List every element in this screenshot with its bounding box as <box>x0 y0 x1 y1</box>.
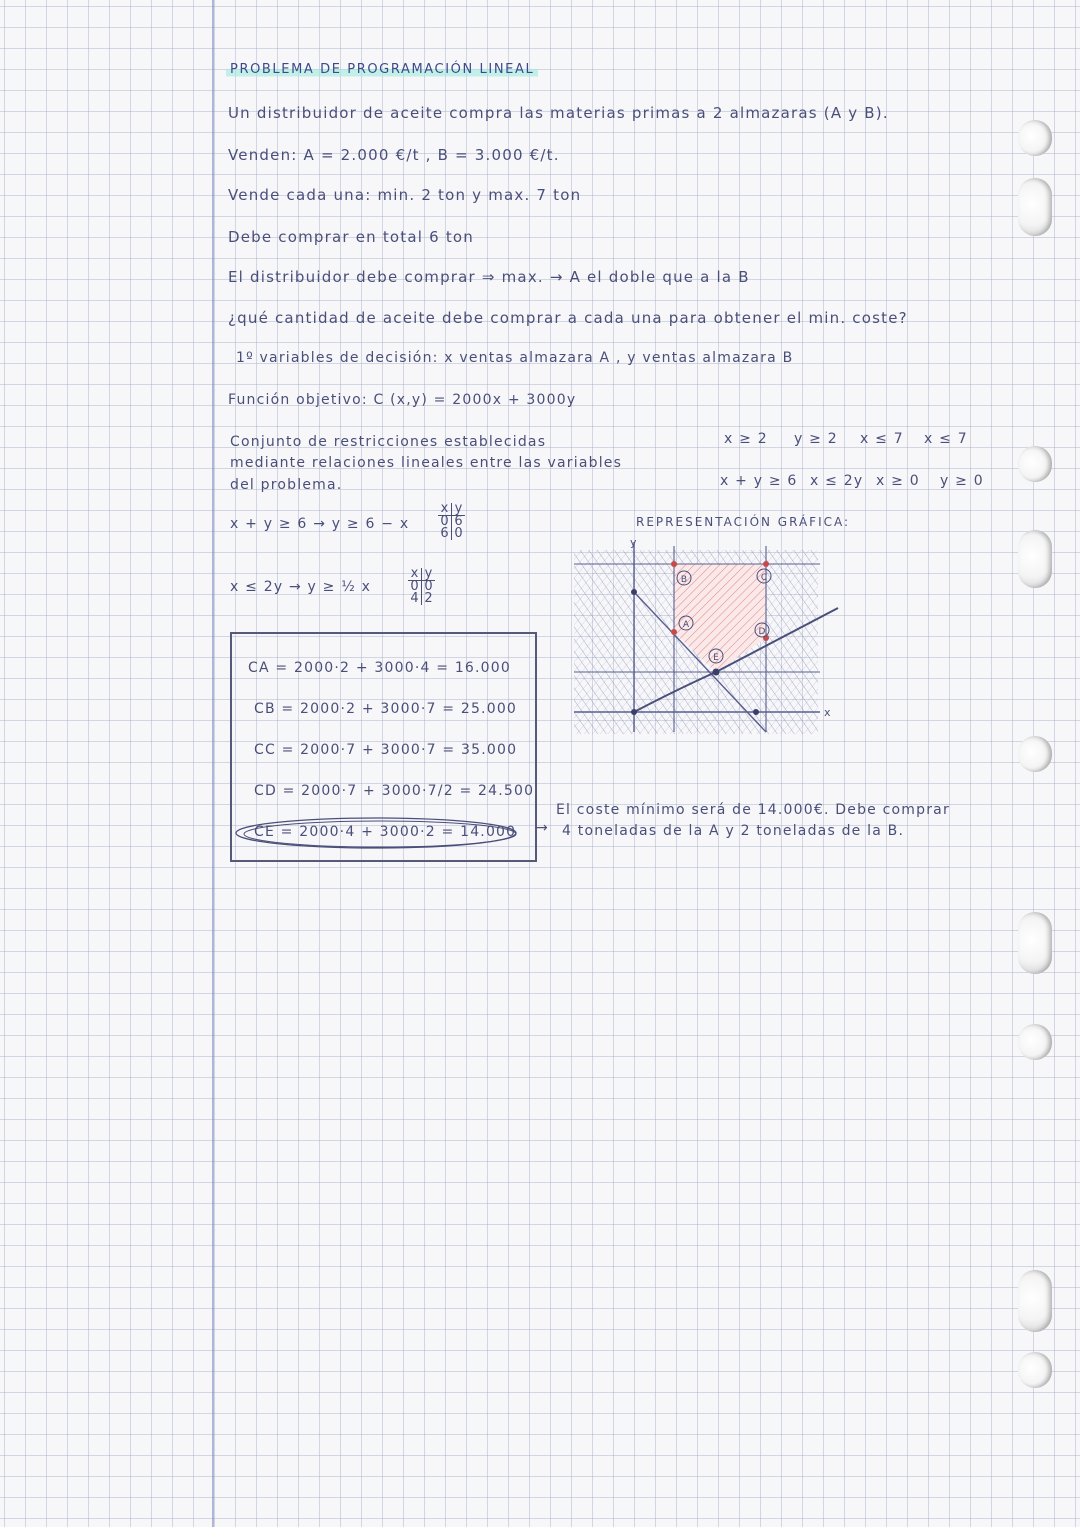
binder-ring-icon <box>1018 120 1052 156</box>
binder-ring-icon <box>1018 178 1052 236</box>
arrow-icon: → <box>536 820 549 836</box>
binder-ring-icon <box>1018 1352 1052 1388</box>
decision-variables: 1º variables de decisión: x ventas almazara A , y ventas almazara B <box>236 350 794 366</box>
conclusion-line: El coste mínimo será de 14.000€. Debe comprar <box>556 802 950 818</box>
equation-line: x + y ≥ 6 → y ≥ 6 − x <box>230 516 410 532</box>
inequality: x ≤ 7 <box>860 431 904 447</box>
value-table: x y 0 0 4 2 <box>408 568 435 605</box>
conclusion-line: 4 toneladas de la A y 2 toneladas de la B. <box>562 823 905 839</box>
constraints-text: del problema. <box>230 477 343 493</box>
statement-line: Un distribuidor de aceite compra las materias primas a 2 almazaras (A y B). <box>228 104 889 122</box>
point-label: B <box>680 575 688 585</box>
constraints-text: mediante relaciones lineales entre las variables <box>230 455 623 471</box>
objective-function: Función objetivo: C (x,y) = 2000x + 3000y <box>228 392 577 408</box>
statement-line: Vende cada una: min. 2 ton y max. 7 ton <box>228 186 582 204</box>
minimum-circle <box>230 812 530 856</box>
binder-ring-icon <box>1018 530 1052 588</box>
point-label: C <box>760 573 768 583</box>
cost-line: CC = 2000·7 + 3000·7 = 35.000 <box>254 742 518 758</box>
cost-line: CD = 2000·7 + 3000·7/2 = 24.500 <box>254 783 535 799</box>
statement-line: Debe comprar en total 6 ton <box>228 228 474 246</box>
feasible-region-graph <box>570 536 840 736</box>
statement-line: Venden: A = 2.000 €/t , B = 3.000 €/t. <box>228 146 560 164</box>
equation-line: x ≤ 2y → y ≥ ½ x <box>230 579 372 595</box>
inequality: y ≥ 2 <box>794 431 838 447</box>
binder-ring-icon <box>1018 912 1052 974</box>
question-line: ¿qué cantidad de aceite debe comprar a cada una para obtener el min. coste? <box>228 309 908 327</box>
cost-line-minimum: CE = 2000·4 + 3000·2 = 14.000 <box>254 824 517 840</box>
point-label: D <box>758 627 766 637</box>
constraints-text: Conjunto de restricciones establecidas <box>230 434 547 450</box>
point-label: A <box>682 620 690 630</box>
binder-ring-icon <box>1018 736 1052 772</box>
axis-label-y: y <box>630 536 637 549</box>
inequality: x ≥ 2 <box>724 431 768 447</box>
page-title: PROBLEMA DE PROGRAMACIÓN LINEAL <box>226 62 538 77</box>
binder-ring-icon <box>1018 1024 1052 1060</box>
inequality: x + y ≥ 6 <box>720 473 798 489</box>
inequality: x ≤ 2y <box>810 473 864 489</box>
inequality: x ≥ 0 <box>876 473 920 489</box>
cost-line: CA = 2000·2 + 3000·4 = 16.000 <box>248 660 512 676</box>
axis-label-x: x <box>824 706 831 719</box>
margin-line <box>212 0 214 1527</box>
binder-ring-icon <box>1018 446 1052 482</box>
graph-title: REPRESENTACIÓN GRÁFICA: <box>636 515 851 529</box>
value-table: x y 0 6 6 0 <box>438 503 465 540</box>
inequality: x ≤ 7 <box>924 431 968 447</box>
cost-line: CB = 2000·2 + 3000·7 = 25.000 <box>254 701 518 717</box>
point-label: E <box>713 653 719 663</box>
binder-ring-icon <box>1018 1270 1052 1332</box>
statement-line: El distribuidor debe comprar ⇒ max. → A el doble que a la B <box>228 268 750 286</box>
inequality: y ≥ 0 <box>940 473 984 489</box>
